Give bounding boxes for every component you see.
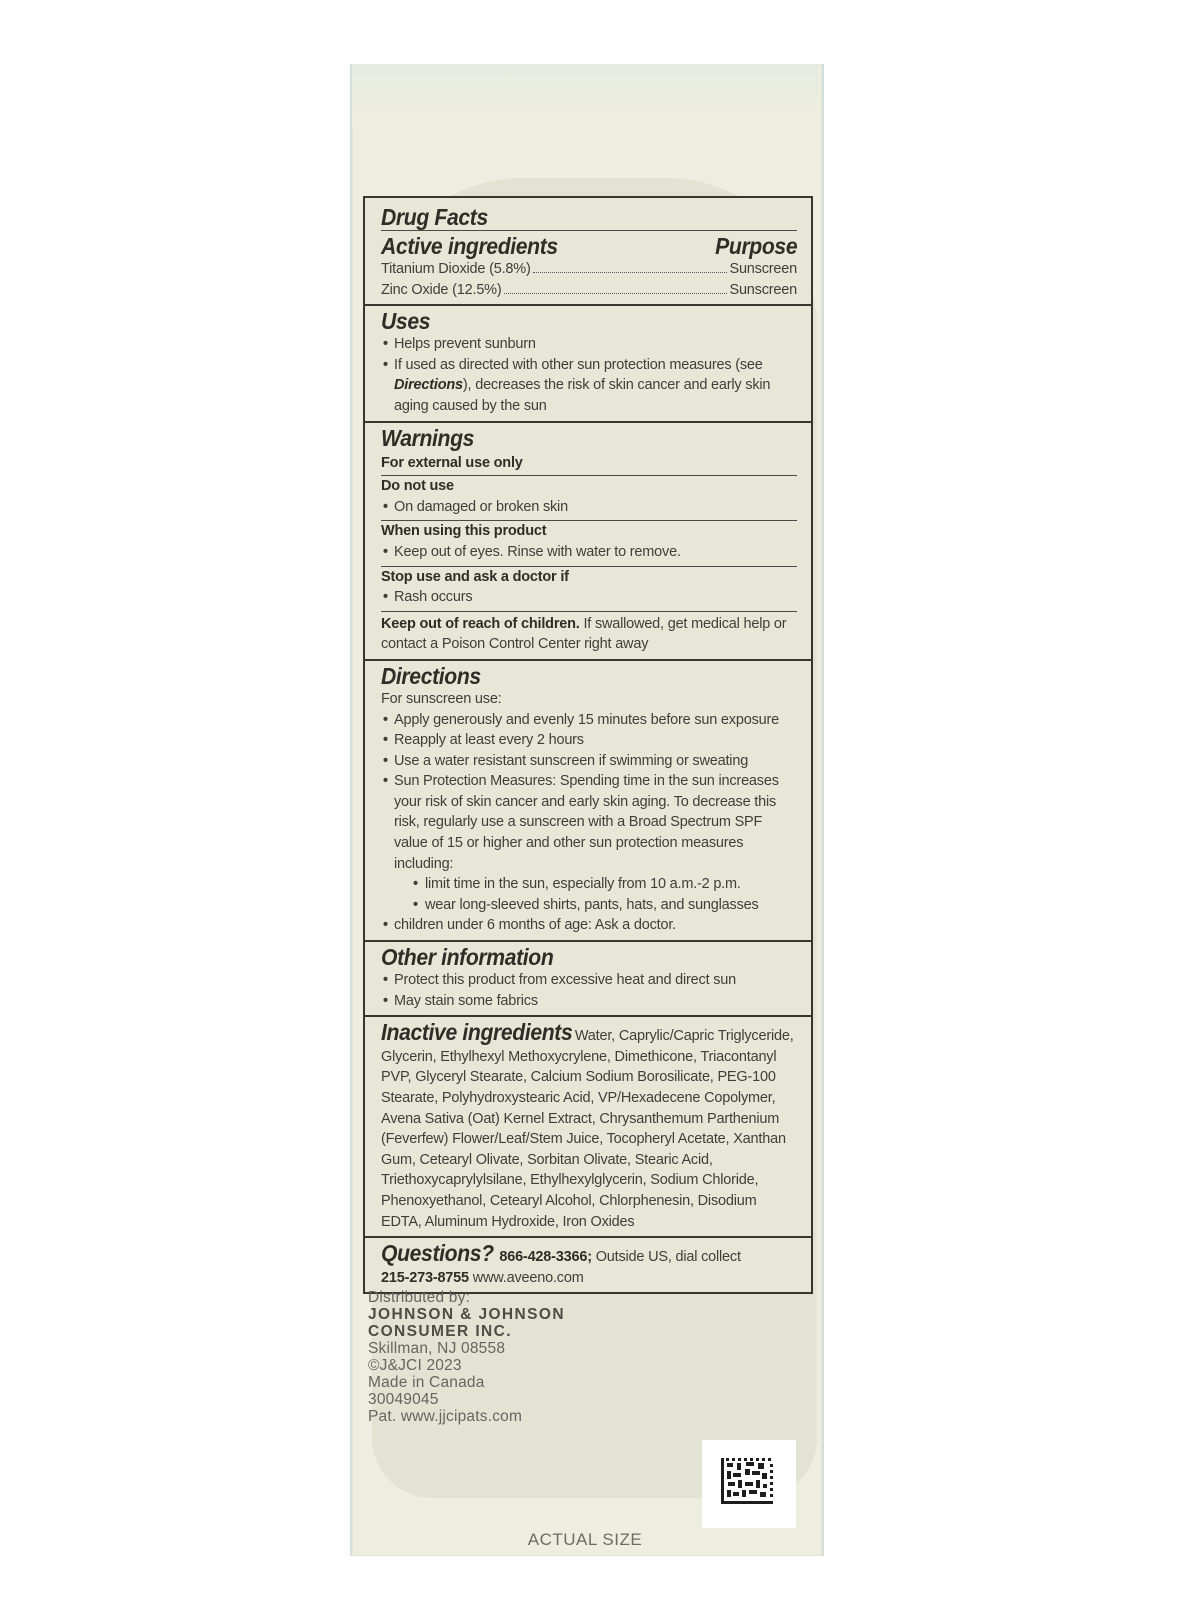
warnings-section	[365, 421, 811, 659]
inactive-ingredients-list: Water, Caprylic/Capric Triglyceride, Glycerin, Ethylhexyl Methoxycrylene, Dimethicone, Triacontanyl PVP, Glyceryl Stearate, Calcium Sodium Borosilicate, PEG-100 Stearate, Polyhydroxystearic Acid, VP/Hexadecene Copolymer, Avena Sativa (Oat) Kernel Extract, Chrysanthemum Parthenium (Feverfew) Flower/Leaf/Stem Juice, Tocopheryl Acetate, Xanthan Gum, Cetearyl Olivate, Sorbitan Olivate, Stearic Acid, Triethoxycaprylylsilane, Ethylhexylglycerin, Sodium Chloride, Phenoxyethanol, Cetearyl Alcohol, Chlorphenesin, Disodium EDTA, Aluminum Hydroxide, Iron Oxides	[381, 1028, 794, 1230]
list-sub-item: • limit time in the sun, especially from 10 a.m.-2 p.m.	[381, 874, 797, 895]
list-item: • Reapply at least every 2 hours	[381, 730, 797, 751]
data-matrix-code-icon	[702, 1440, 796, 1528]
active-heading-row	[381, 233, 797, 259]
drug-facts-panel	[363, 196, 813, 1294]
ingredient-purpose: Sunscreen	[729, 281, 797, 298]
list-item: • Helps prevent sunburn	[381, 334, 797, 355]
distributor-label: Distributed by:	[368, 1289, 471, 1306]
list-item: • Rash occurs	[381, 587, 797, 608]
distributor-copyright: ©J&JCI 2023	[368, 1357, 462, 1374]
uses-list	[381, 334, 797, 416]
children-warning-text: If swallowed, get medical help or contact a Poison Control Center right away	[381, 615, 787, 653]
uses-text: ), decreases the risk of skin cancer and early skin aging caused by the sun	[394, 377, 771, 414]
directions-list	[381, 710, 797, 937]
purpose-heading: Purpose	[714, 233, 797, 259]
other-information-section	[365, 940, 811, 1015]
ingredient-purpose: Sunscreen	[729, 261, 797, 277]
list-item: • Sun Protection Measures: Spending time in the sun increases your risk of skin cancer and early skin aging. To decrease this risk, regularly use a sunscreen with a Broad Spectrum SPF value of 15 or higher and other sun protection measures including:	[381, 771, 797, 874]
drug-facts-title: Drug Facts	[381, 204, 488, 230]
title-divider	[381, 230, 797, 231]
inactive-ingredients-section	[365, 1015, 811, 1236]
children-warning-bold: Keep out of reach of children.	[381, 615, 580, 632]
ingredient-name: Zinc Oxide (12.5%)	[381, 281, 502, 298]
other-information-list	[381, 970, 797, 1011]
list-item: • Use a water resistant sunscreen if swimming or sweating	[381, 751, 797, 772]
list-sub-item: • wear long-sleeved shirts, pants, hats, and sunglasses	[381, 895, 797, 916]
questions-outside-text: Outside US, dial collect	[591, 1249, 741, 1266]
external-use-line: For external use only	[381, 454, 523, 471]
distributor-patent: Pat. www.jjcipats.com	[368, 1408, 523, 1425]
distributor-made-in: Made in Canada	[368, 1374, 485, 1391]
do-not-use-heading: Do not use	[381, 478, 454, 495]
inactive-ingredients-text	[381, 1019, 797, 1232]
do-not-use-list	[381, 497, 797, 518]
stop-use-list	[381, 587, 797, 608]
list-item: • Keep out of eyes. Rinse with water to remove.	[381, 542, 797, 563]
uses-text: If used as directed with other sun protection measures (see	[394, 356, 763, 373]
list-item: • Protect this product from excessive heat and direct sun	[381, 970, 797, 991]
actual-size-label: ACTUAL SIZE	[527, 1530, 643, 1549]
stop-use-heading: Stop use and ask a doctor if	[381, 568, 569, 585]
leader-dots	[533, 272, 728, 273]
when-using-list	[381, 542, 797, 563]
distributor-code: 30049045	[368, 1391, 439, 1408]
distributor-name-line1: JOHNSON & JOHNSON	[368, 1306, 565, 1323]
active-ingredient-row	[381, 280, 797, 301]
children-warning	[381, 612, 797, 655]
distributor-name-line2: CONSUMER INC.	[368, 1323, 512, 1340]
directions-intro: For sunscreen use:	[381, 690, 502, 707]
other-information-heading: Other information	[381, 944, 554, 971]
list-item: • On damaged or broken skin	[381, 497, 797, 518]
questions-text	[381, 1240, 797, 1268]
directions-reference: Directions	[394, 377, 463, 394]
directions-heading: Directions	[381, 662, 481, 689]
data-matrix-graphic	[702, 1440, 796, 1528]
list-item: • children under 6 months of age: Ask a doctor.	[381, 915, 797, 936]
list-item: • May stain some fabrics	[381, 991, 797, 1012]
directions-section	[365, 659, 811, 940]
list-item	[381, 355, 797, 417]
carton-top-ornament	[352, 66, 818, 126]
active-ingredients-heading: Active ingredients	[381, 233, 558, 259]
questions-line2	[381, 1268, 797, 1289]
distributor-city: Skillman, NJ 08558	[368, 1340, 506, 1357]
warnings-heading: Warnings	[381, 424, 475, 451]
uses-heading: Uses	[381, 308, 431, 335]
ingredient-name: Titanium Dioxide (5.8%)	[381, 261, 531, 277]
questions-section	[365, 1236, 811, 1292]
list-item: • Apply generously and evenly 15 minutes before sun exposure	[381, 710, 797, 731]
distributor-block	[368, 1289, 565, 1425]
questions-phone-collect: 215-273-8755	[381, 1269, 469, 1286]
inactive-ingredients-heading: Inactive ingredients	[381, 1019, 573, 1046]
questions-phone: 866-428-3366;	[495, 1249, 592, 1266]
active-ingredient-row	[381, 259, 797, 280]
leader-dots	[504, 293, 728, 294]
questions-website: www.aveeno.com	[468, 1269, 584, 1286]
active-ingredients-section	[365, 198, 811, 304]
when-using-heading: When using this product	[381, 523, 547, 540]
uses-section	[365, 304, 811, 420]
questions-heading: Questions?	[381, 1240, 494, 1267]
